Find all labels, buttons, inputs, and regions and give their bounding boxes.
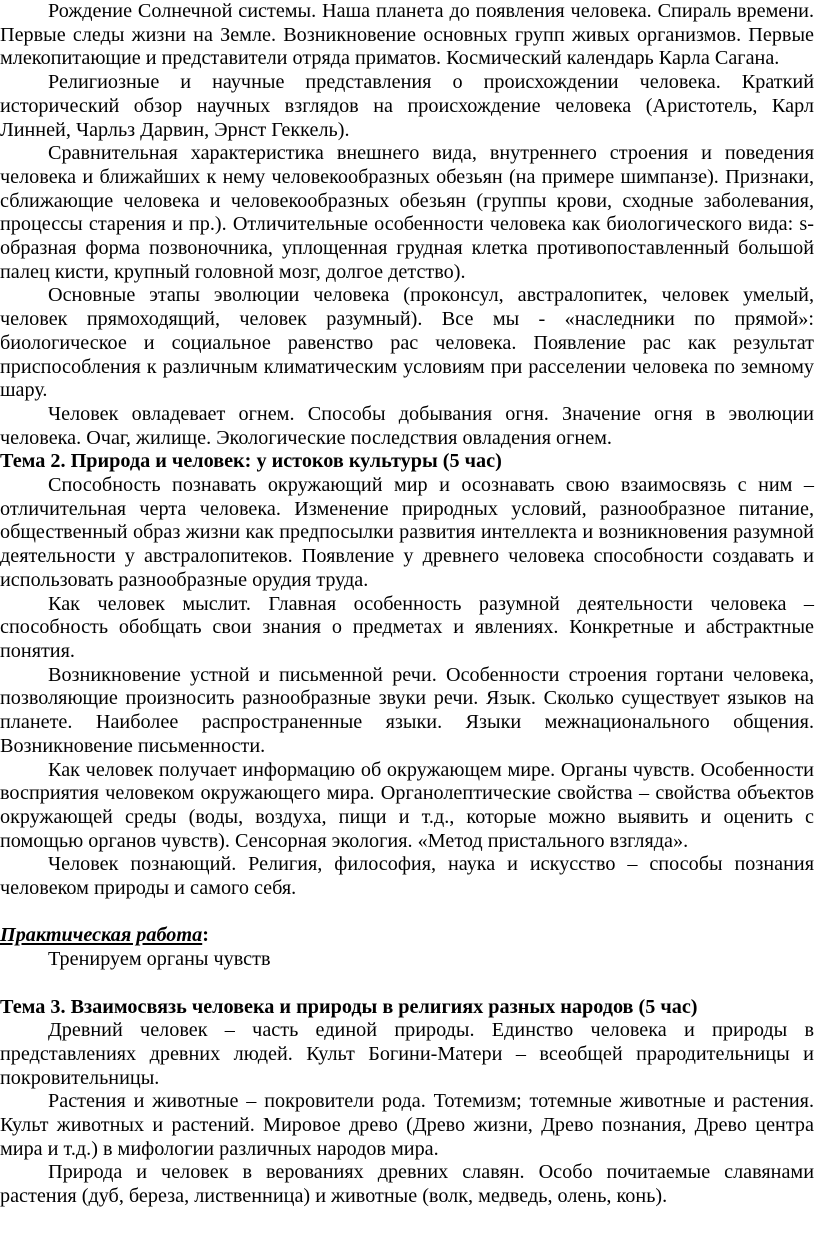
blank-line bbox=[0, 972, 814, 996]
paragraph: Как человек мыслит. Главная особенность разумной деятельности человека – способность обобщать свои знания о предметах и явлениях. Конкретные и абстрактные понятия. bbox=[0, 592, 814, 662]
paragraph: Рождение Солнечной системы. Наша планета до появления человека. Спираль времени. Первые следы жизни на Земле. Возникновение основных групп живых организмов. Первые млекопитающие и представители отряда приматов. Космический календарь Карла Сагана. bbox=[0, 0, 814, 70]
paragraph: Способность познавать окружающий мир и осознавать свою взаимосвязь с ним – отличительная черта человека. Изменение природных условий, разнообразное питание, общественный образ жизни как предпосылки развития интеллекта и возникновения разумной деятельности у австралопитеков. Появление у древнего человека способности создавать и использовать разнообразные орудия труда. bbox=[0, 474, 814, 591]
paragraph: Человек познающий. Религия, философия, наука и искусство – способы познания человеком природы и самого себя. bbox=[0, 853, 814, 900]
paragraph: Как человек получает информацию об окружающем мире. Органы чувств. Особенности восприятия человеком окружающего мира. Органолептические свойства – свойства объектов окружающей среды (воды, воздуха, пищи и т.д., которые можно выявить и оценить с помощью органов чувств). Сенсорная экология. «Метод пристального взгляда». bbox=[0, 758, 814, 852]
paragraph: Растения и животные – покровители рода. Тотемизм; тотемные животные и растения. Культ животных и растений. Мировое древо (Древо жизни, Древо познания, Древо центра мира и т.д.) в мифологии различных народов мира. bbox=[0, 1090, 814, 1160]
topic-3-heading: Тема 3. Взаимосвязь человека и природы в религиях разных народов (5 час) bbox=[0, 995, 698, 1018]
paragraph: Возникновение устной и письменной речи. Особенности строения гортани человека, позволяющие произносить разнообразные звуки речи. Язык. Сколько существует языков на планете. Наиболее распространенные языки. Языки межнационального общения. Возникновение письменности. bbox=[0, 663, 814, 757]
paragraph: Основные этапы эволюции человека (проконсул, австралопитек, человек умелый, человек прямоходящий, человек разумный). Все мы - «наследники по прямой»: биологическое и социальное равенство рас человека. Появление рас как результат приспособления к различным климатическим условиям при расселении человека по земному шару. bbox=[0, 284, 814, 402]
practical-work-item: Тренируем органы чувств bbox=[48, 948, 271, 971]
practical-work-colon: : bbox=[202, 924, 209, 947]
practical-work-label bbox=[0, 924, 814, 948]
paragraph: Древний человек – часть единой природы. Единство человека и природы в представлениях древних людей. Культ Богини-Матери – всеобщей прародительницы и покровительницы. bbox=[0, 1019, 814, 1089]
paragraph: Религиозные и научные представления о происхождении человека. Краткий исторический обзор научных взглядов на происхождение человека (Аристотель, Карл Линней, Чарльз Дарвин, Эрнст Геккель). bbox=[0, 71, 814, 141]
paragraph: Сравнительная характеристика внешнего вида, внутреннего строения и поведения человека и ближайших к нему человекообразных обезьян (на примере шимпанзе). Признаки, сближающие человека и человекообразных обезьян (группы крови, сходные заболевания, процессы старения и пр.). Отличительные особенности человека как биологического вида: s-образная форма позвоночника, уплощенная грудная клетка противопоставленный большой палец кисти, крупный головной мозг, долгое детство). bbox=[0, 142, 814, 283]
paragraph: Природа и человек в верованиях древних славян. Особо почитаемые славянами растения (дуб, береза, лиственница) и животные (волк, медведь, олень, конь). bbox=[0, 1161, 814, 1208]
blank-line bbox=[0, 901, 814, 925]
paragraph: Человек овладевает огнем. Способы добывания огня. Значение огня в эволюции человека. Очаг, жилище. Экологические последствия овладения огнем. bbox=[0, 402, 814, 449]
practical-work-title: Практическая работа bbox=[0, 924, 203, 947]
topic-2-heading: Тема 2. Природа и человек: у истоков культуры (5 час) bbox=[0, 450, 502, 473]
